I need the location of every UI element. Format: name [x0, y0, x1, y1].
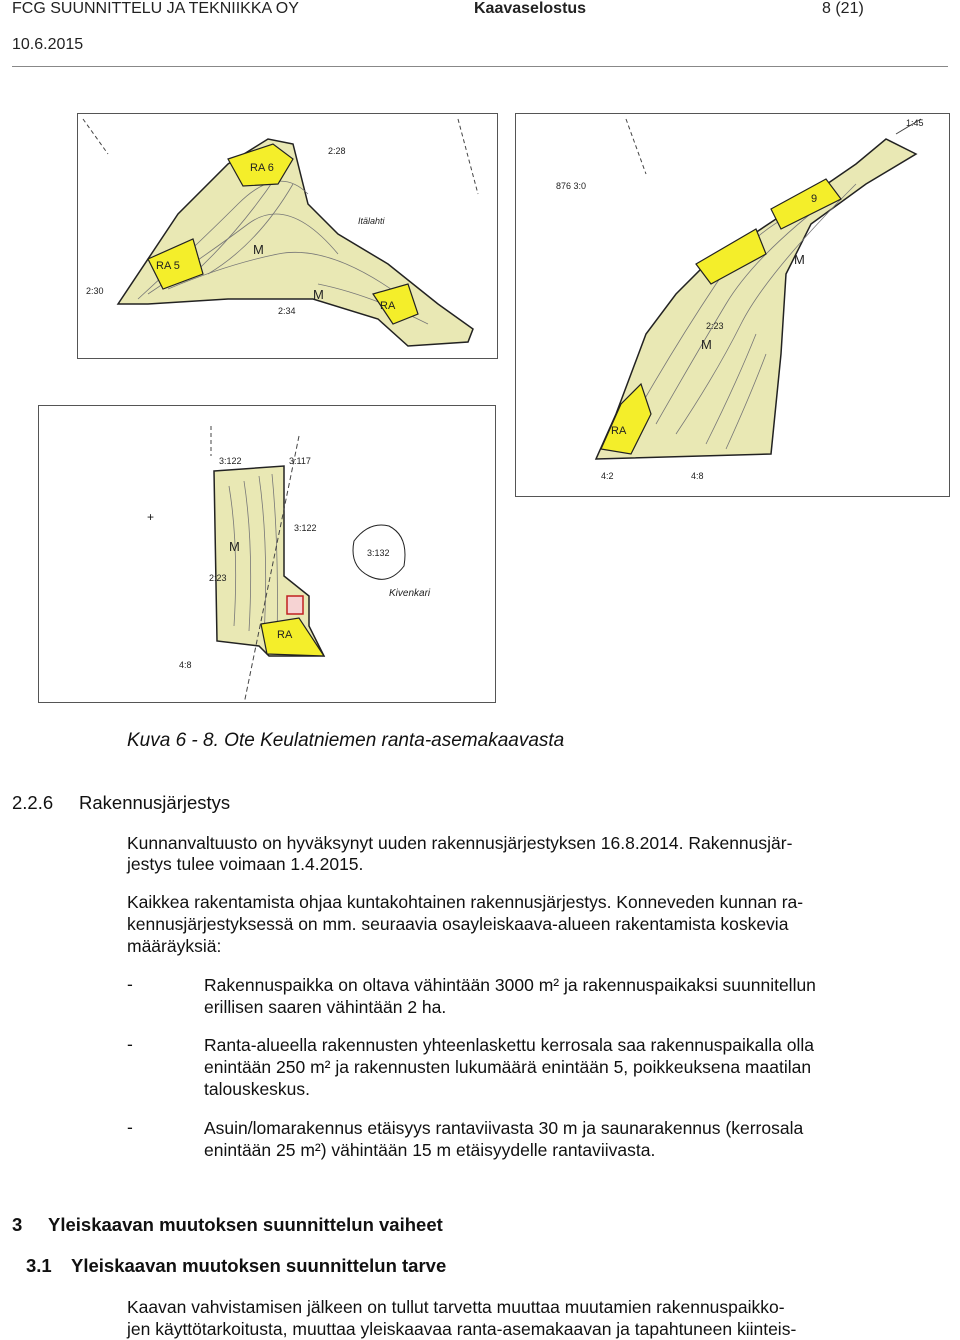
- map2-parcel-1: 1:45: [906, 118, 924, 128]
- section-226-number: 2.2.6: [12, 792, 54, 813]
- bullet-1-line-1: Rakennuspaikka on oltava vähintään 3000 m² ja rakennuspaikaksi suunnitellun: [204, 975, 816, 995]
- bullet-3-line-2: enintään 25 m²) vähintään 15 m etäisyydelle rantaviivasta.: [204, 1140, 656, 1160]
- bullet-2-line-3: talouskeskus.: [204, 1079, 311, 1099]
- plan-map-2: [515, 113, 950, 497]
- header-divider: [12, 66, 948, 67]
- para-2-line-2: kennusjärjestyksessä on mm. seuraavia osayleiskaava-alueen rakentamista koskevia: [127, 914, 789, 934]
- map1-place-name: Itälahti: [358, 216, 385, 226]
- header-date: 10.6.2015: [12, 36, 84, 53]
- map3-label-ra: RA: [277, 629, 293, 641]
- map3-parcel-2: 3:117: [289, 456, 311, 466]
- bullet-3-dash: -: [127, 1117, 133, 1137]
- section-3-number: 3: [12, 1214, 23, 1235]
- map1-label-ra5: RA 5: [156, 260, 180, 272]
- map2-label-m: M: [794, 252, 805, 267]
- map2-parcel-4: 4:2: [601, 471, 614, 481]
- para-1-line-2: jestys tulee voimaan 1.4.2015.: [127, 854, 364, 874]
- plan-map-3: [38, 405, 496, 703]
- map3-parcel-5: 2:23: [209, 573, 227, 583]
- bullet-3-line-1: Asuin/lomarakennus etäisyys rantaviivasta 30 m ja saunarakennus (kerrosala: [204, 1118, 804, 1138]
- para-31-line-2: jen käyttötarkoitusta, muuttaa yleiskaavaa ranta-asemakaavan ja tapahtuneen kiinteis-: [127, 1319, 797, 1339]
- bullet-1-dash: -: [127, 974, 133, 994]
- para-1-line-1: Kunnanvaltuusto on hyväksynyt uuden rakennusjärjestyksen 16.8.2014. Rakennusjär-: [127, 833, 793, 853]
- map1-label-ra: RA: [380, 300, 396, 312]
- map1-label-ra6: RA 6: [250, 162, 274, 174]
- map3-parcel-6: 4:8: [179, 660, 192, 670]
- map1-parcel-1: 2:28: [328, 146, 346, 156]
- map2-parcel-5: 4:8: [691, 471, 704, 481]
- header-doc-title: Kaavaselostus: [474, 0, 587, 17]
- cross-mark-1: +: [147, 510, 155, 524]
- map3-parcel-1: 3:122: [219, 456, 242, 466]
- header-company: FCG SUUNNITTELU JA TEKNIIKKA OY: [12, 0, 299, 17]
- map3-parcel-4: 3:132: [367, 548, 390, 558]
- para-31-line-1: Kaavan vahvistamisen jälkeen on tullut tarvetta muuttaa muutamien rakennuspaikko-: [127, 1297, 785, 1317]
- section-31-title: Yleiskaavan muutoksen suunnittelun tarve: [71, 1255, 447, 1276]
- section-3-title: Yleiskaavan muutoksen suunnittelun vaiheet: [48, 1214, 443, 1235]
- para-2-line-3: määräyksiä:: [127, 936, 222, 956]
- map2-label-9: 9: [811, 193, 818, 205]
- map1-label-m: M: [253, 242, 264, 257]
- map1-label-m2: M: [313, 287, 324, 302]
- para-2-line-1: Kaikkea rakentamista ohjaa kuntakohtainen rakennusjärjestys. Konneveden kunnan ra-: [127, 892, 804, 912]
- bullet-2-line-2: enintään 250 m² ja rakennusten lukumäärä enintään 5, poikkeuksena maatilan: [204, 1057, 812, 1077]
- map1-parcel-2: 2:30: [86, 286, 104, 296]
- bullet-2-line-1: Ranta-alueella rakennusten yhteenlaskettu kerrosala saa rakennuspaikalla olla: [204, 1035, 814, 1055]
- map2-label-m2: M: [701, 337, 712, 352]
- plan-map-1: [77, 113, 498, 359]
- map3-label-m: M: [229, 539, 240, 554]
- section-31-number: 3.1: [26, 1255, 52, 1276]
- bullet-1-line-2: erillisen saaren vähintään 2 ha.: [204, 997, 447, 1017]
- map2-parcel-2: 876 3:0: [556, 181, 587, 191]
- map2-label-ra: RA: [611, 425, 627, 437]
- map1-parcel-3: 2:34: [278, 306, 296, 316]
- section-226-title: Rakennusjärjestys: [79, 792, 231, 813]
- map3-place-name: Kivenkari: [389, 588, 431, 599]
- header-page-number: 8 (21): [822, 0, 864, 17]
- bullet-2-dash: -: [127, 1034, 133, 1054]
- figure-caption: Kuva 6 - 8. Ote Keulatniemen ranta-asemakaavasta: [127, 730, 565, 751]
- map3-parcel-3: 3:122: [294, 523, 317, 533]
- map2-parcel-3: 2:23: [706, 321, 724, 331]
